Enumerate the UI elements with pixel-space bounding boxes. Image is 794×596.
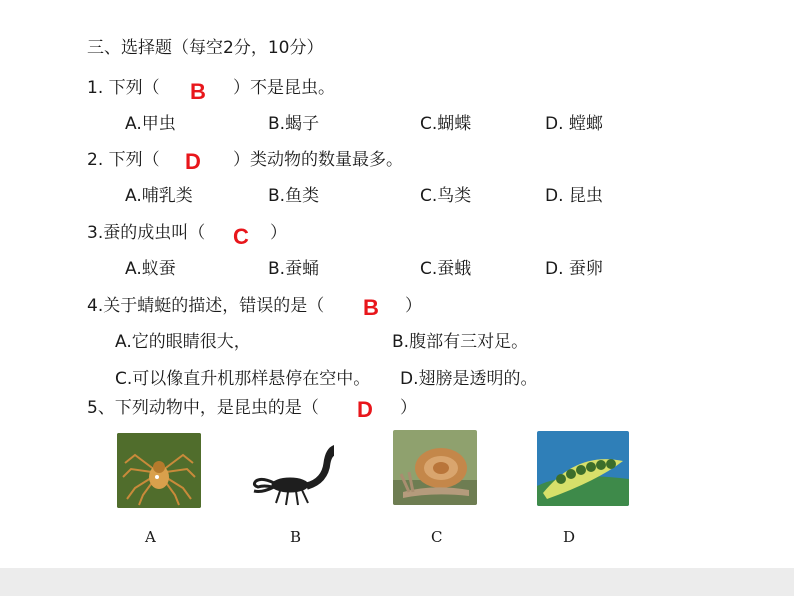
picture-label-a: A [145, 528, 156, 546]
question-5-answer: D [357, 397, 373, 422]
question-4-option-b: B.腹部有三对足。 [392, 332, 529, 352]
question-3-stem-after: ） [270, 223, 287, 243]
question-4-stem-after: ） [405, 296, 422, 316]
scorpion-photo-icon [250, 433, 334, 508]
spider-photo-icon [117, 433, 201, 508]
question-3-answer: C [233, 224, 249, 249]
question-3-option-b: B.蚕蛹 [268, 259, 320, 279]
question-1-stem-before: 1. 下列（ [87, 78, 160, 98]
question-2-stem-before: 2. 下列（ [87, 150, 160, 170]
picture-label-c: C [431, 528, 443, 546]
question-2-option-b: B.鱼类 [268, 186, 320, 206]
question-3-option-a: A.蚁蚕 [125, 259, 176, 279]
bottom-bar [0, 568, 794, 596]
question-2-option-a: A.哺乳类 [125, 186, 193, 206]
picture-label-d: D [563, 528, 576, 546]
question-1-option-a: A.甲虫 [125, 114, 176, 134]
question-3-option-d: D. 蚕卵 [545, 259, 603, 279]
question-4-option-d: D.翅膀是透明的。 [400, 369, 538, 389]
question-5-stem-before: 5、下列动物中，是昆虫的是（ [87, 398, 319, 418]
question-3-option-c: C.蚕蛾 [420, 259, 472, 279]
section-title: 三、选择题（每空2分，10分） [87, 38, 324, 58]
worksheet [75, 28, 712, 552]
picture-label-b: B [290, 528, 302, 546]
snail-photo-icon [393, 430, 477, 505]
question-4-option-a: A.它的眼睛很大， [115, 332, 251, 352]
question-2-option-c: C.鸟类 [420, 186, 472, 206]
question-5-stem-after: ） [400, 398, 417, 418]
question-1-option-c: C.蝴蝶 [420, 114, 472, 134]
question-2-stem-after: ）类动物的数量最多。 [233, 150, 403, 170]
question-1-stem-after: ）不是昆虫。 [233, 78, 335, 98]
question-4-answer: B [363, 295, 379, 320]
question-4-option-c: C.可以像直升机那样悬停在空中。 [115, 369, 371, 389]
question-2-option-d: D. 昆虫 [545, 186, 603, 206]
question-1-option-b: B.蝎子 [268, 114, 320, 134]
question-4-stem-before: 4.关于蜻蜓的描述，错误的是（ [87, 296, 325, 316]
question-2-answer: D [185, 149, 201, 174]
question-3-stem-before: 3.蚕的成虫叫（ [87, 223, 206, 243]
question-1-option-d: D. 螳螂 [545, 114, 603, 134]
question-1-answer: B [190, 79, 206, 104]
caterpillar-photo-icon [537, 431, 629, 506]
